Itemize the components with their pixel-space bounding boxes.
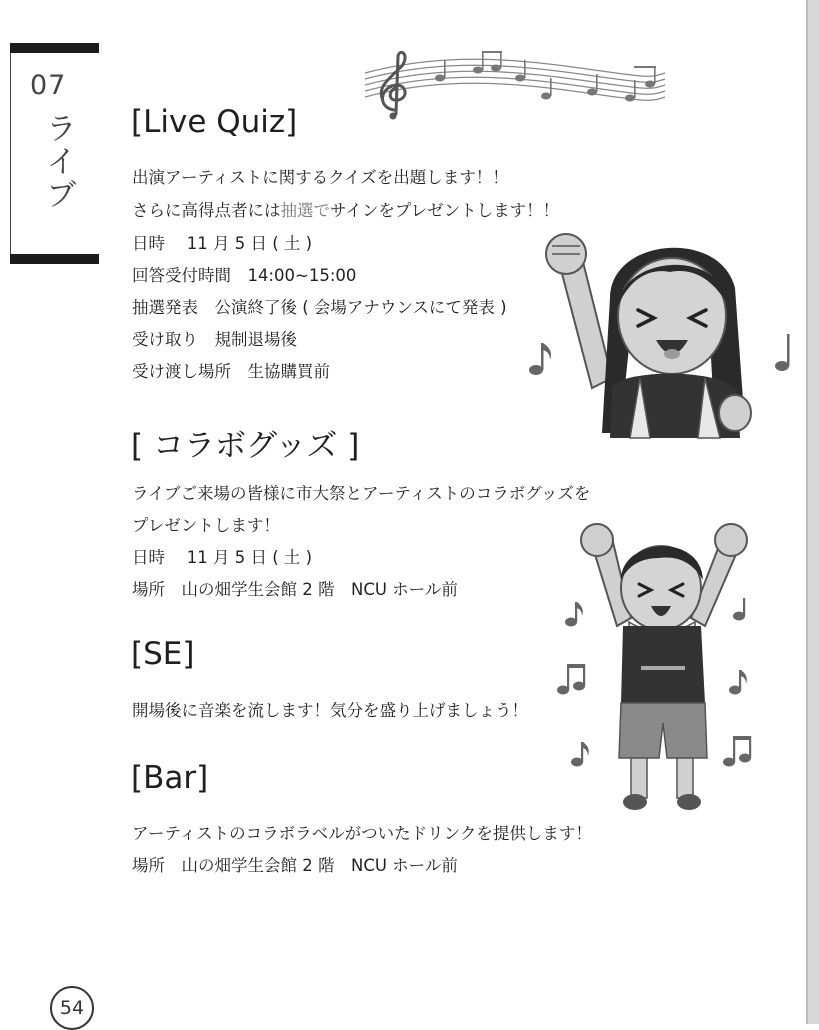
section-title: ライブ [40,112,76,211]
live-quiz-answer-time: 回答受付時間 14:00~15:00 [132,266,357,285]
bar-place: 場所 山の畑学生会館 2 階 NCU ホール前 [132,856,458,875]
live-quiz-line-2 [132,197,559,221]
collab-goods-line-1: ライブご来場の皆様に市大祭とアーティストのコラボグッズを [132,484,591,503]
section-number: 07 [30,70,67,101]
se-line-1: 開場後に音楽を流します！気分を盛り上げましょう！ [132,701,528,720]
collab-goods-heading: [ コラボグッズ ] [131,428,360,464]
live-quiz-location: 受け渡し場所 生協購買前 [132,362,330,381]
bar-heading: [Bar] [131,760,209,796]
page-edge [808,0,819,1024]
live-quiz-line-2-start: さらに高得点者には [132,201,281,220]
live-quiz-pickup: 受け取り 規制退場後 [132,330,297,349]
live-quiz-line-1: 出演アーティストに関するクイズを出題します！！ [132,168,509,187]
boy-cheering-illustration [555,518,775,818]
collab-goods-date: 日時 11 月 5 日 ( 土 ) [132,548,313,567]
bar-line-1: アーティストのコラボラベルがついたドリンクを提供します！ [132,824,592,843]
live-quiz-date: 日時 11 月 5 日 ( 土 ) [132,234,313,253]
collab-goods-line-2: プレゼントします！ [132,516,280,535]
live-quiz-line-2-end: サインをプレゼントします！！ [330,201,560,220]
girl-cheering-illustration [520,228,800,438]
live-quiz-highlight: 抽選で [280,201,330,220]
se-heading: [SE] [131,636,195,672]
collab-goods-place: 場所 山の畑学生会館 2 階 NCU ホール前 [132,580,458,599]
live-quiz-drawing: 抽選発表 公演終了後 ( 会場アナウンスにて発表 ) [132,298,507,317]
tab-top-bar [10,43,99,53]
live-quiz-heading: [Live Quiz] [131,104,298,140]
page-edge-line [806,0,808,1024]
page-number: 54 [59,997,85,1019]
tab-bottom-bar [10,254,99,264]
tab-side-line [10,53,11,254]
music-staff-icon [360,48,670,128]
